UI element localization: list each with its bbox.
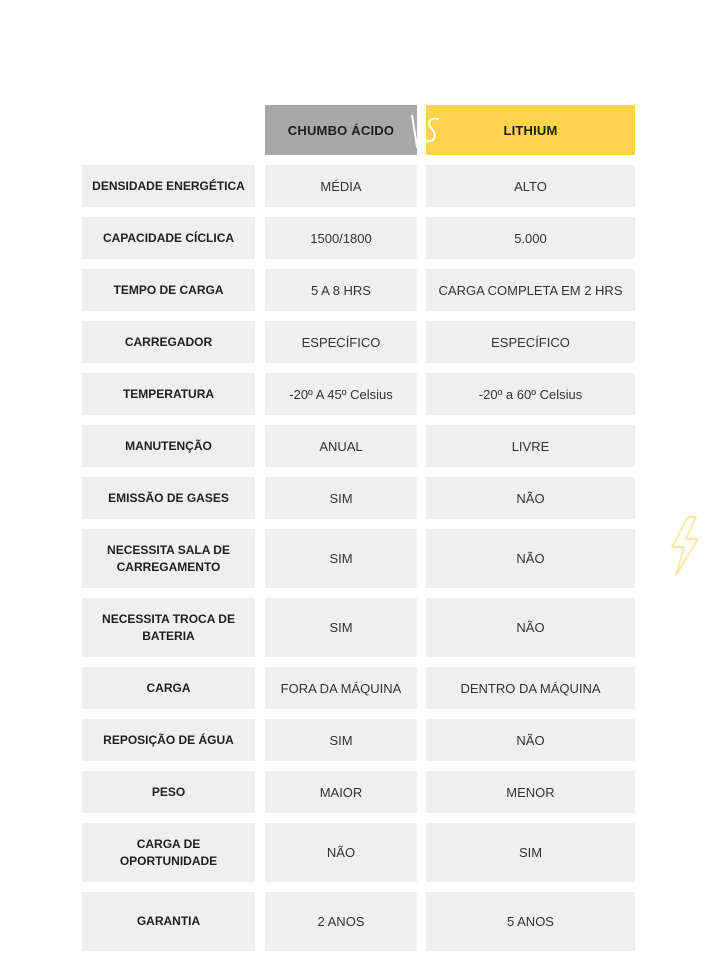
table-body [82, 165, 635, 951]
chumbo-acido-value: SIM [265, 477, 417, 519]
table-row [82, 373, 635, 415]
chumbo-acido-value: NÃO [265, 823, 417, 882]
lithium-value: MENOR [426, 771, 635, 813]
row-label: TEMPERATURA [82, 373, 255, 415]
lightning-bolt-icon [664, 515, 704, 577]
table-row [82, 217, 635, 259]
lithium-value: ESPECÍFICO [426, 321, 635, 363]
table-row [82, 269, 635, 311]
row-label: CAPACIDADE CÍCLICA [82, 217, 255, 259]
lithium-value: LIVRE [426, 425, 635, 467]
lithium-value: 5 ANOS [426, 892, 635, 951]
row-label: GARANTIA [82, 892, 255, 951]
comparison-table [82, 105, 635, 951]
table-row [82, 165, 635, 207]
chumbo-acido-value: -20º A 45º Celsius [265, 373, 417, 415]
row-label: PESO [82, 771, 255, 813]
table-row [82, 477, 635, 519]
table-row [82, 667, 635, 709]
chumbo-acido-value: 1500/1800 [265, 217, 417, 259]
header-lithium: LITHIUM [426, 105, 635, 155]
row-label: NECESSITA SALA DE CARREGAMENTO [82, 529, 255, 588]
table-row [82, 719, 635, 761]
chumbo-acido-value: MAIOR [265, 771, 417, 813]
row-label: TEMPO DE CARGA [82, 269, 255, 311]
lithium-value: NÃO [426, 477, 635, 519]
table-row [82, 529, 635, 588]
chumbo-acido-value: ANUAL [265, 425, 417, 467]
chumbo-acido-value: SIM [265, 529, 417, 588]
lithium-value: CARGA COMPLETA EM 2 HRS [426, 269, 635, 311]
table-row [82, 892, 635, 951]
table-row [82, 823, 635, 882]
table-row [82, 425, 635, 467]
row-label: EMISSÃO DE GASES [82, 477, 255, 519]
row-label: CARREGADOR [82, 321, 255, 363]
lithium-value: 5.000 [426, 217, 635, 259]
chumbo-acido-value: FORA DA MÁQUINA [265, 667, 417, 709]
table-row [82, 598, 635, 657]
row-label: NECESSITA TROCA DE BATERIA [82, 598, 255, 657]
table-row [82, 771, 635, 813]
header-chumbo-acido: CHUMBO ÁCIDO [265, 105, 417, 155]
row-label: DENSIDADE ENERGÉTICA [82, 165, 255, 207]
table-header [82, 105, 635, 155]
chumbo-acido-value: SIM [265, 598, 417, 657]
chumbo-acido-value: SIM [265, 719, 417, 761]
lithium-value: NÃO [426, 719, 635, 761]
lithium-value: -20º a 60º Celsius [426, 373, 635, 415]
chumbo-acido-value: MÉDIA [265, 165, 417, 207]
lithium-value: NÃO [426, 598, 635, 657]
row-label: CARGA [82, 667, 255, 709]
chumbo-acido-value: 5 A 8 HRS [265, 269, 417, 311]
row-label: REPOSIÇÃO DE ÁGUA [82, 719, 255, 761]
lithium-value: SIM [426, 823, 635, 882]
lithium-value: ALTO [426, 165, 635, 207]
chumbo-acido-value: 2 ANOS [265, 892, 417, 951]
lithium-value: NÃO [426, 529, 635, 588]
row-label: CARGA DE OPORTUNIDADE [82, 823, 255, 882]
table-row [82, 321, 635, 363]
chumbo-acido-value: ESPECÍFICO [265, 321, 417, 363]
row-label: MANUTENÇÃO [82, 425, 255, 467]
lithium-value: DENTRO DA MÁQUINA [426, 667, 635, 709]
vs-lightning-icon [408, 109, 448, 153]
